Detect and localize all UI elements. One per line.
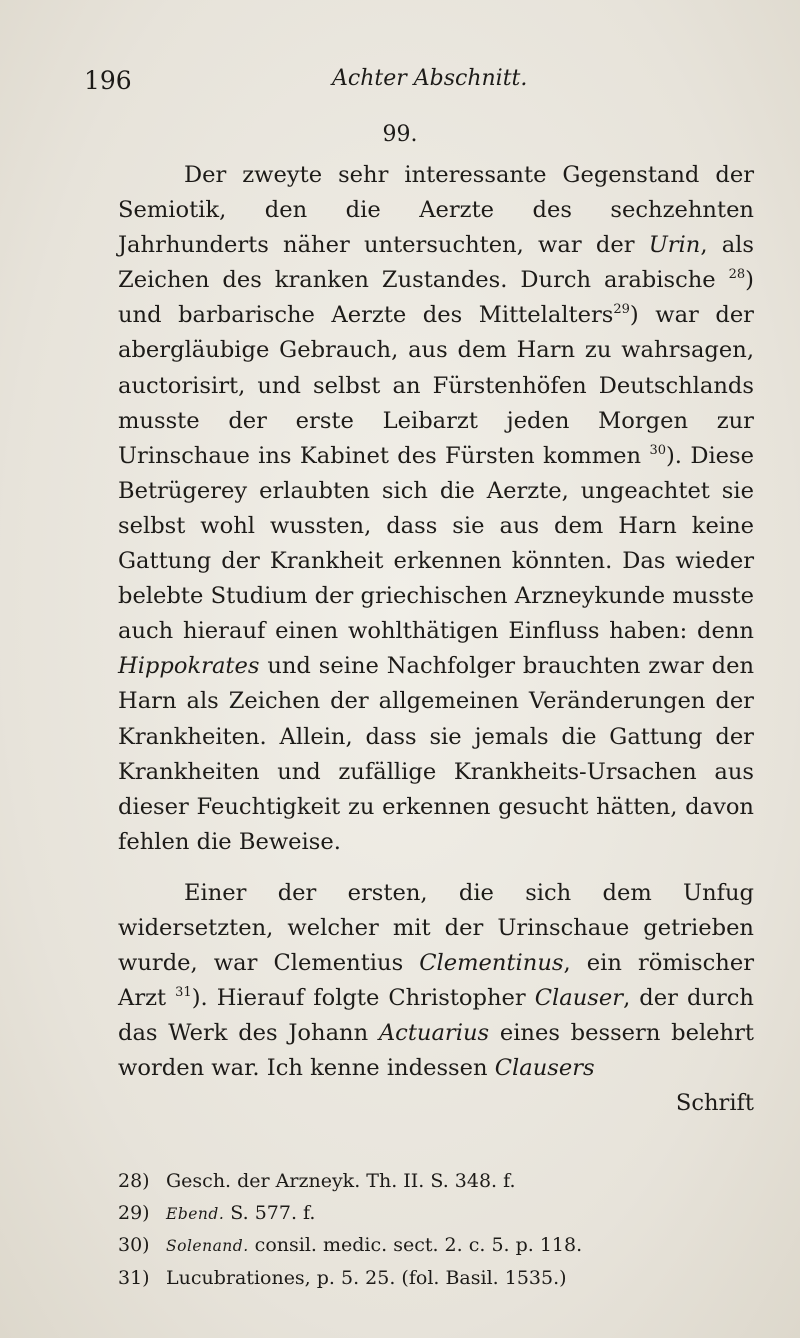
text-run: ) war der abergläubige Gebrauch, aus dem Harn zu wahrsagen, auctorisirt, und selbst an Fürstenhöfen Deutschlands musste der erste Leibarzt jeden Morgen zur Urinschaue ins Kabinet des Fürsten kommen bbox=[118, 302, 754, 469]
main-text bbox=[118, 158, 754, 1122]
footnotes bbox=[118, 1166, 754, 1294]
footnote-ref-30: 30 bbox=[649, 442, 666, 458]
text-run: Der zweyte sehr interessante Gegenstand der Semiotik, den die Aerzte des sechzehnten Jahrhunderts näher untersuchten, war der bbox=[118, 162, 754, 259]
footnote-number: 31) bbox=[118, 1266, 150, 1289]
text-run: ) und barbarische Aerzte des Mittelalters bbox=[118, 267, 754, 329]
footnote-29 bbox=[118, 1198, 754, 1231]
term-urin: Urin bbox=[648, 232, 701, 259]
name-clementinus: Clementinus bbox=[419, 950, 564, 977]
footnote-number: 28) bbox=[118, 1170, 150, 1192]
page-number: 196 bbox=[84, 66, 132, 95]
footnote-source: Solenand. bbox=[166, 1237, 249, 1255]
running-title: Achter Abschnitt. bbox=[332, 66, 528, 91]
footnote-ref-31: 31 bbox=[175, 985, 192, 1001]
text-run: , der durch das Werk des Johann bbox=[118, 985, 754, 1047]
text-run: eines bessern belehrt worden war. Ich kenne indessen bbox=[118, 1020, 754, 1082]
footnote-text: consil. medic. sect. 2. c. 5. p. 118. bbox=[248, 1234, 583, 1256]
paragraph-2 bbox=[118, 876, 754, 1087]
footnote-28 bbox=[118, 1166, 754, 1198]
paragraph-1 bbox=[118, 158, 754, 860]
footnote-ref-29: 29 bbox=[613, 302, 630, 318]
footnote-30 bbox=[118, 1230, 754, 1263]
footnote-text: Lucubrationes, p. 5. 25. (fol. Basil. 1535.) bbox=[166, 1266, 567, 1289]
section-number: 99. bbox=[382, 122, 418, 147]
text-run: ). Diese Betrügerey erlaubten sich die Aerzte, ungeachtet sie selbst wohl wussten, dass sie aus dem Harn keine Gattung der Krankheit erkennen könnten. Das wieder belebte Studium der griechischen Arzneykunde musste auch hierauf einen wohlthätigen Einfluss haben: denn bbox=[118, 442, 755, 645]
footnote-text: Gesch. der Arzneyk. Th. II. S. 348. f. bbox=[166, 1170, 516, 1192]
name-clausers: Clausers bbox=[494, 1055, 595, 1082]
name-hippokrates: Hippokrates bbox=[118, 653, 260, 680]
footnote-number: 30) bbox=[118, 1234, 150, 1256]
page-header bbox=[70, 62, 760, 102]
text-run: Einer der ersten, die sich dem Unfug widersetzten, welcher mit der Urinschaue getrieben wurde, war Clementius bbox=[118, 879, 754, 977]
text-run: , ein römischer Arzt bbox=[118, 950, 755, 1012]
footnote-31 bbox=[118, 1263, 754, 1295]
text-run: und seine Nachfolger brauchten zwar den Harn als Zeichen der allgemeinen Veränderungen der Krankheiten. Allein, dass sie jemals die Gattung der Krankheiten und zufällige Krankheits-Ursachen aus dieser Feuchtigkeit zu erkennen gesucht hätten, davon fehlen die Beweise. bbox=[118, 653, 754, 855]
catchword: Schrift bbox=[675, 1090, 754, 1117]
footnote-source: Ebend. bbox=[166, 1204, 225, 1223]
footnote-ref-28: 28 bbox=[728, 267, 746, 283]
text-run: , als Zeichen des kranken Zustandes. Durch arabische bbox=[118, 232, 754, 294]
name-clauser: Clauser bbox=[534, 985, 624, 1012]
footnote-text: S. 577. f. bbox=[224, 1201, 316, 1224]
footnote-number: 29) bbox=[118, 1201, 150, 1224]
name-actuarius: Actuarius bbox=[378, 1020, 490, 1047]
text-run: ). Hierauf folgte Christopher bbox=[191, 985, 535, 1012]
